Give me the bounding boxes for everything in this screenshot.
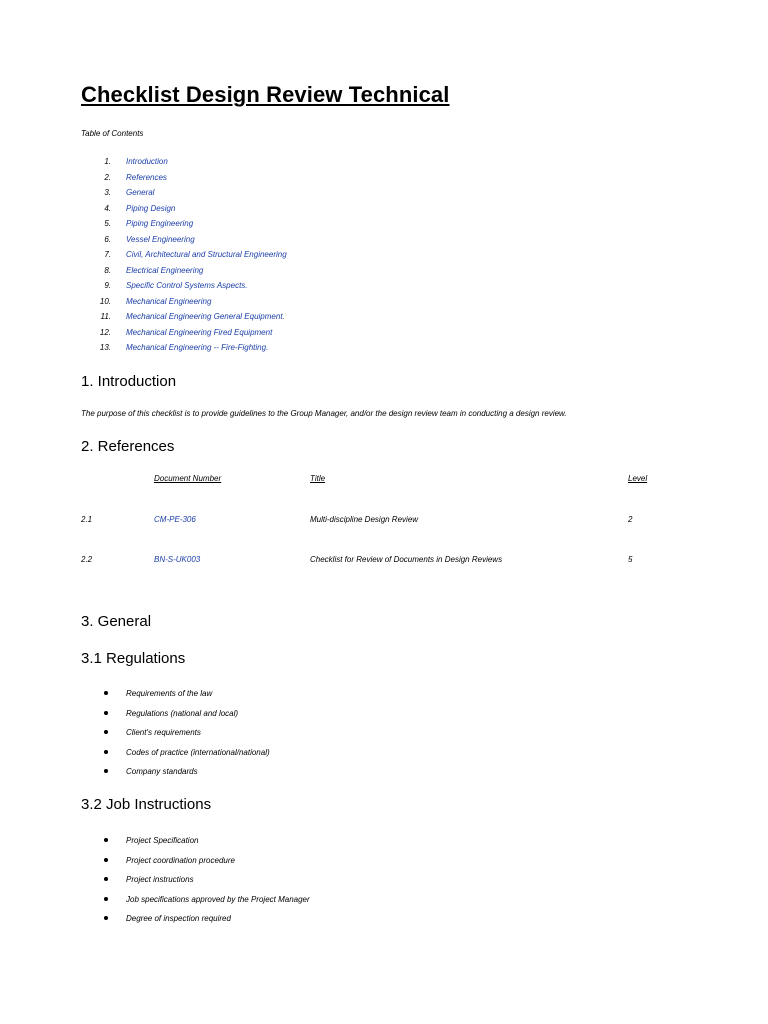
document-title-cell: Multi-discipline Design Review [310,515,419,524]
toc-number: 4. [104,203,111,213]
bullet-icon [104,916,108,920]
reference-id: 2.2 [81,555,93,564]
toc-number: 5. [104,219,111,228]
toc-link-civil-engineering[interactable]: Civil, Architectural and Structural Engineering [126,250,287,259]
toc-link-introduction[interactable]: Introduction [126,157,168,166]
section-heading-general: 3. General [81,613,152,630]
toc-link-vessel-engineering[interactable]: Vessel Engineering [126,234,195,244]
toc-number: 6. [104,234,111,244]
bullet-icon [104,711,108,715]
toc-number: 8. [104,265,111,275]
list-item-text: Client's requirements [126,728,201,737]
toc-number: 3. [104,188,111,197]
introduction-text: The purpose of this checklist is to provide guidelines to the Group Manager, and/or the design review team in conducting a design review. [81,409,567,418]
toc-link-piping-design[interactable]: Piping Design [126,203,176,213]
toc-number: 9. [104,281,111,290]
list-item-text: Job specifications approved by the Project Manager [126,894,310,904]
toc-number: 11. [100,312,111,321]
section-heading-regulations: 3.1 Regulations [81,650,186,667]
toc-link-references[interactable]: References [126,172,167,182]
bullet-icon [104,730,108,734]
section-heading-job-instructions: 3.2 Job Instructions [81,796,212,813]
list-item-text: Project instructions [126,875,194,884]
bullet-icon [104,769,108,773]
document-title-cell: Checklist for Review of Documents in Design Reviews [310,555,503,564]
bullet-icon [104,897,108,901]
document-level-cell: 5 [628,555,633,564]
document-number-link[interactable]: BN-S-UK003 [154,555,201,564]
list-item-text: Regulations (national and local) [126,708,239,718]
document-level-cell: 2 [628,515,633,524]
section-heading-introduction: 1. Introduction [81,373,177,390]
toc-heading: Table of Contents [81,129,144,138]
bullet-icon [104,750,108,754]
table-row [81,515,701,527]
list-item-text: Project coordination procedure [126,855,235,865]
list-item-text: Company standards [126,767,198,776]
toc-number: 1. [104,157,111,166]
bullet-icon [104,691,108,695]
toc-number: 13. [99,343,111,352]
list-item-text: Project Specification [126,836,199,845]
toc-number: 7. [104,250,111,259]
column-header-document-number: Document Number [154,474,222,483]
document-title: Checklist Design Review Technical [81,82,450,107]
column-header-level: Level [628,474,648,483]
table-row [81,555,701,567]
list-item-text: Codes of practice (international/national) [126,747,270,757]
toc-link-control-systems[interactable]: Specific Control Systems Aspects. [126,281,248,290]
reference-id: 2.1 [81,515,93,524]
toc-number: 2. [104,172,111,182]
toc-link-mechanical-engineering[interactable]: Mechanical Engineering [126,296,212,306]
list-item-text: Requirements of the law [126,689,213,698]
toc-link-electrical-engineering[interactable]: Electrical Engineering [126,265,204,275]
section-heading-references: 2. References [81,438,175,455]
toc-link-piping-engineering[interactable]: Piping Engineering [126,219,194,228]
document-number-link[interactable]: CM-PE-306 [154,515,196,524]
bullet-icon [104,858,108,862]
toc-link-general[interactable]: General [126,188,155,197]
toc-link-mech-fire-fighting[interactable]: Mechanical Engineering -- Fire-Fighting. [126,343,269,352]
column-header-title: Title [310,474,326,483]
bullet-icon [104,838,108,842]
toc-link-mech-fired-equipment[interactable]: Mechanical Engineering Fired Equipment [126,327,273,337]
table-header-row [81,474,701,486]
list-item-text: Degree of inspection required [126,914,231,923]
toc-number: 12. [99,327,111,337]
bullet-icon [104,877,108,881]
toc-link-mech-general-equipment[interactable]: Mechanical Engineering General Equipment. [126,312,285,321]
toc-number: 10. [99,296,111,306]
